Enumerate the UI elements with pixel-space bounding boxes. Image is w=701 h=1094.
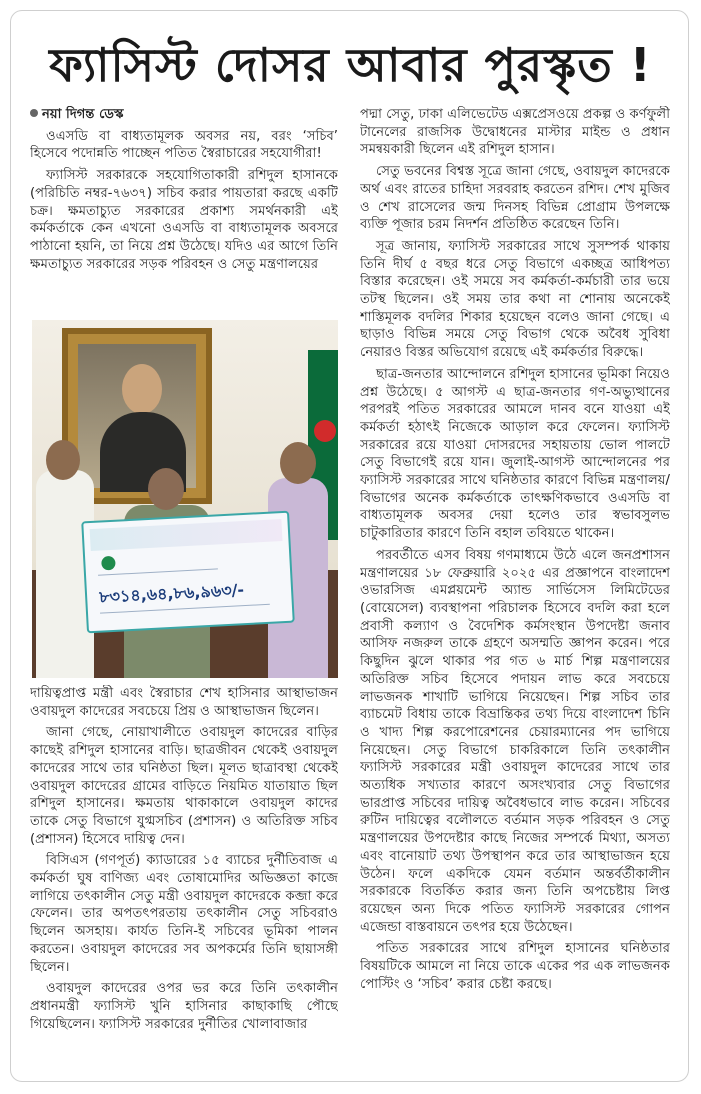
paragraph: পতিত সরকারের সাথে রশিদুল হাসানের ঘনিষ্ঠতার বিষয়টিকে আমলে না নিয়ে তাকে একের পর এক লাভজনক পোস্টিং ও ‘সচিব’ করার চেষ্টা করছে।: [360, 941, 670, 992]
flag-disc: [314, 420, 336, 442]
portrait-face: [122, 364, 162, 414]
ceremonial-cheque: [81, 511, 295, 634]
seal-icon: [101, 556, 116, 571]
person-right-head: [280, 442, 316, 484]
cheque-amount: ৮৩১৪,৬৪,৮৬,৯৬৩/-: [98, 580, 245, 607]
paragraph: ফ্যাসিস্ট সরকারকে সহযোগিতাকারী রশিদুল হাসানকে (পরিচিতি নম্বর-৭৬৩৭) সচিব করার পায়তারা করছে একটি চক্র। ক্ষমতাচ্যুত সরকারের প্রকাশ্য সমর্থনকারী এই কর্মকর্তাকে কেন এখনো ওএসডি বা বাধ্যতামূলক অবসরে পাঠানো হয়নি, তা নিয়ে প্রশ্ন উঠেছে। যদিও এর আগে তিনি ক্ষমতাচ্যুত সরকারের সড়ক পরিবহন ও সেতু মন্ত্রণালয়ের: [30, 168, 338, 272]
person-center-head: [148, 468, 184, 510]
person-left-head: [46, 440, 80, 480]
paragraph: পদ্মা সেতু, ঢাকা এলিভেটেড এক্সপ্রেসওয়ে প্রকল্প ও কর্ণফুলী টানেলের রাজসিক উদ্বোধনের মাস্টার মাইন্ড ও প্রধান সমন্বয়কারী ছিলেন এই রশিদুল হাসান।: [360, 107, 670, 158]
bullet-icon: [30, 109, 38, 117]
byline-text: নয়া দিগন্ত ডেস্ক: [42, 107, 124, 122]
paragraph: সূত্র জানায়, ফ্যাসিস্ট সরকারের সাথে সুসম্পর্ক থাকায় তিনি দীর্ঘ ৫ বছর ধরে সেতু বিভাগে একচ্ছত্র আধিপত্য বিস্তার করেছেন। ওই সময়ে সব কর্মকর্তা-কর্মচারী তার ভয়ে তটস্থ ছিলেন। ওই সময় তার কথা না শোনায় অনেকেই শাস্তিমূলক বদলির শিকার হয়েছেন বলেও জানা গেছে। এ ছাড়াও বিভিন্ন সময়ে সেতু বিভাগ থেকে অবৈধ সুবিধা নেয়ারও বিস্তর অভিযোগ রয়েছে এই কর্মকর্তার বিরুদ্ধে।: [360, 238, 670, 361]
left-column-bottom: [30, 685, 338, 1070]
cheque-header: [90, 519, 283, 551]
left-column-top: [30, 106, 338, 314]
paragraph: ছাত্র-জনতার আন্দোলনে রশিদুল হাসানের ভূমিকা নিয়েও প্রশ্ন উঠেছে। ৫ আগস্ট এ ছাত্র-জনতার গণ-অভ্যুত্থানের পরপরই পতিত সরকারের আমলে দানব বনে যাওয়া এই কর্মকর্তা হঠাৎই নিজেকে আড়াল করে ফেলেন। ফ্যাসিস্ট সরকারের রয়ে যাওয়া দোসরদের সহায়তায় ভোল পালটে সেতু বিভাগেই রয়ে যান। জুলাই-আগস্ট আন্দোলনের পর ফ্যাসিস্ট সরকারের সাথে ঘনিষ্ঠতার কারণে বিভিন্ন মন্ত্রণালয়/ বিভাগের অনেক কর্মকর্তাকে তাৎক্ষণিকভাবে ওএসডি বা বাধ্যতামূলক অবসর দেয়া হলেও তার স্বভাবসুলভ চাটুকারিতার কারণে তিনি বহাল তবিয়তে থাকেন।: [360, 366, 670, 542]
cheque-line: [98, 568, 218, 575]
paragraph: জানা গেছে, নোয়াখালীতে ওবায়দুল কাদেরের বাড়ির কাছেই রশিদুল হাসানের বাড়ি। ছাত্রজীবন থেকেই ওবায়দুল কাদেরের সাথে তার ঘনিষ্ঠতা ছিল। মূলত ছাত্রাবস্থা থেকেই ওবায়দুল কাদেরের গ্রামের বাড়িতে নিয়মিত যাতায়াত ছিল রশিদুল হাসানের। ক্ষমতায় থাকাকালে ওবায়দুল কাদের তাকে সেতু বিভাগে যুগ্মসচিব (প্রশাসন) ও অতিরিক্ত সচিব (প্রশাসন) হিসেবে দায়িত্ব দেন।: [30, 725, 338, 847]
right-column: [360, 106, 670, 1070]
byline: [30, 106, 338, 124]
paragraph: পরবর্তীতে এসব বিষয় গণমাধ্যমে উঠে এলে জনপ্রশাসন মন্ত্রণালয়ের ১৮ ফেব্রুয়ারি ২০২৫ এর প্রজ্ঞাপনে বাংলাদেশ ওভারসিজ এমপ্লয়মেন্ট অ্যান্ড সার্ভিসেস লিমিটেডের (বোয়েসেল) ব্যবস্থাপনা পরিচালক হিসেবে বদলি করা হলে প্রবাসী কল্যাণ ও বৈদেশিক কর্মসংস্থান উপদেষ্টা জনাব আসিফ নজরুল তাকে গ্রহণে অসম্মতি জ্ঞাপন করেন। পরে কিছুদিন ঝুলে থাকার পর গত ৬ মার্চ শিল্প মন্ত্রণালয়ের অতিরিক্ত সচিব হিসেবে পদায়ন লাভ করে সবচেয়ে লাভজনক শাখাটি ভাগিয়ে নিয়েছেন। শিল্প সচিব তার ব্যাচমেট বিধায় তাকে বিভ্রান্তিকর তথ্য দিয়ে বাংলাদেশ চিনি ও খাদ্য শিল্প করপোরেশনের চেয়ারম্যানের পদ ভাগিয়ে নিয়েছেন। সেতু বিভাগে চাকরিকালে তিনি তৎকালীন ফ্যাসিস্ট সরকারের মন্ত্রী ওবায়দুল কাদেরের সাথে তার অত্যধিক সখ্যতার কারণে অসংখ্যবার সেতু বিভাগের ভারপ্রাপ্ত সচিবের দায়িত্ব অবৈধভাবে লাভ করেন। সচিবের রুটিন দায়িত্বের বলৌলতে বর্তমান সড়ক পরিবহন ও সেতু মন্ত্রণালয়ের উপদেষ্টার কাছে নিজের সম্পর্কে মিথ্যা, অসত্য এবং বানোয়াট তথ্য উপস্থাপন করে তার আস্থাভাজন হয়ে উঠেন। ফলে একদিকে যেমন বর্তমান অন্তর্বর্তীকালীন সরকারকে বিতর্কিত করার জন্য তিনি অপচেষ্টায় লিপ্ত রয়েছেন অন্য দিকে পতিত ফ্যাসিস্ট সরকারের গোপন এজেন্ডা বাস্তবায়নে তৎপর হয়ে উঠেছেন।: [360, 547, 670, 935]
news-photo: [32, 320, 338, 678]
paragraph: ওবায়দুল কাদেরের ওপর ভর করে তিনি তৎকালীন প্রধানমন্ত্রী ফ্যাসিস্ট খুনি হাসিনার কাছাকাছি পৌছে গিয়েছিলেন। ফ্যাসিস্ট সরকারের দুর্নীতির খোলাবাজার: [30, 981, 338, 1032]
headline: ফ্যাসিস্ট দোসর আবার পুরস্কৃত !: [49, 38, 652, 92]
paragraph: দায়িত্বপ্রাপ্ত মন্ত্রী এবং স্বৈরাচার শেখ হাসিনার আস্থাভাজন ওবায়দুল কাদেরের সবচেয়ে প্রিয় ও আস্থাভাজন ছিলেন।: [30, 686, 338, 719]
paragraph: ওএসডি বা বাধ্যতামূলক অবসর নয়, বরং ‘সচিব’ হিসেবে পদোন্নতি পাচ্ছেন পতিত স্বৈরাচারের সহযোগীরা!: [30, 128, 338, 162]
paragraph: বিসিএস (গণপূর্ত) ক্যাডারের ১৫ ব্যাচের দুর্নীতিবাজ এ কর্মকর্তা ঘুষ বাণিজ্য এবং তোষামোদির অভিজ্ঞতা কাজে লাগিয়ে তৎকালীন সেতু মন্ত্রী ওবায়দুল কাদেরকে কব্জা করে ফেলেন। তার অপতৎপরতায় তৎকালীন সেতু সচিবরাও ছিলেন অসহায়। কার্যত তিনি-ই সচিবের ভূমিকা পালন করতেন। ওবায়দুল কাদেরের সব অপকর্মের তিনি ছায়াসঙ্গী ছিলেন।: [30, 853, 338, 975]
portrait-canvas: [78, 344, 196, 488]
paragraph: সেতু ভবনের বিশ্বস্ত সূত্রে জানা গেছে, ওবায়দুল কাদেরকে অর্থ এবং রাতের চাহিদা সরবরাহ করতেন রশিদ। শেখ মুজিব ও শেখ রাসেলের জন্ম দিনসহ বিভিন্ন প্রোগ্রাম উপলক্ষে ব্যক্তি পূজার চরম নিদর্শন প্রতিষ্ঠিত করেছেন তিনি।: [360, 164, 670, 233]
